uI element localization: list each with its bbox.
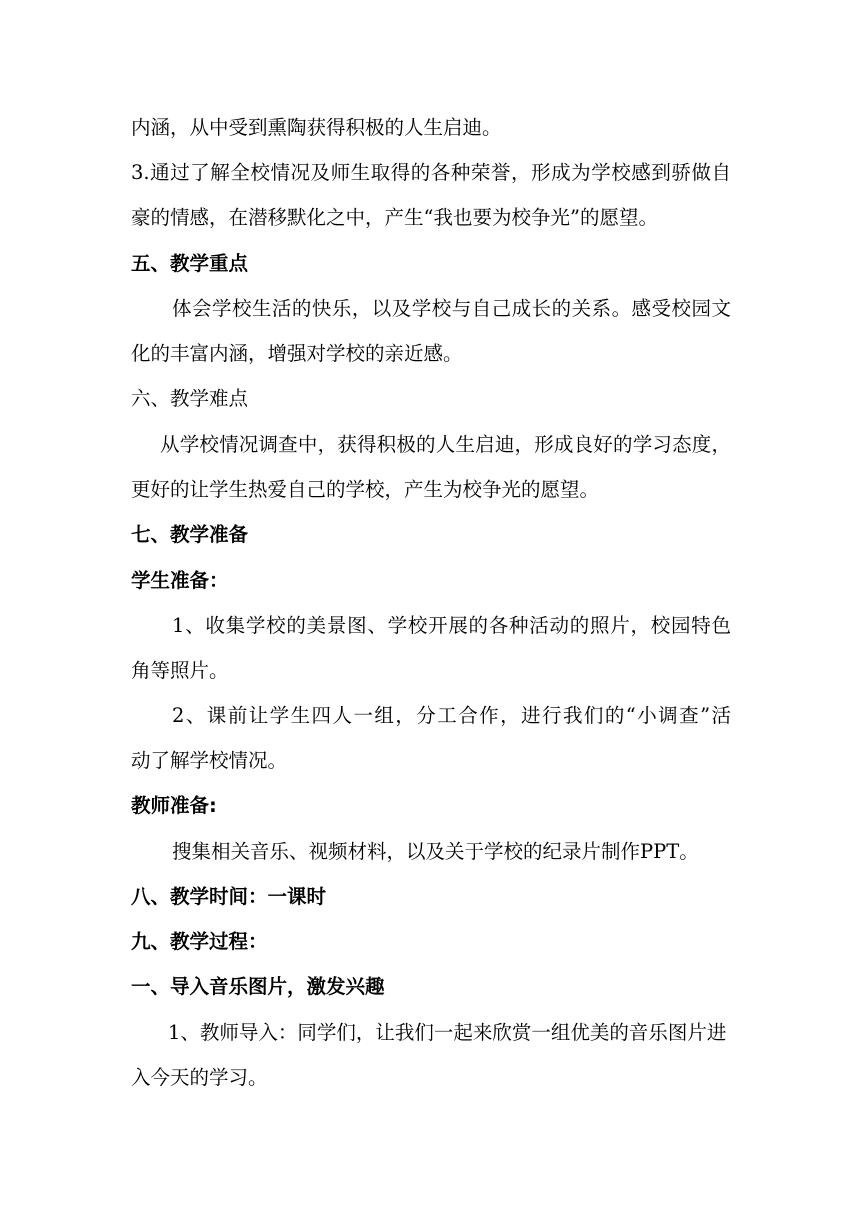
body-text-line: 化的丰富内涵，增强对学校的亲近感。 bbox=[131, 342, 463, 365]
body-text-line: 角等照片。 bbox=[131, 659, 229, 682]
body-text-line: 1、收集学校的美景图、学校开展的各种活动的照片，校园特色 bbox=[172, 614, 731, 637]
body-text-line: 2、课前让学生四人一组，分工合作，进行我们的“小调查”活 bbox=[172, 704, 731, 727]
body-text-line: 从学校情况调查中，获得积极的人生启迪，形成良好的学习态度， bbox=[160, 433, 731, 456]
section-heading: 五、教学重点 bbox=[131, 252, 249, 275]
body-text-line: 入今天的学习。 bbox=[131, 1066, 268, 1089]
section-heading: 六、教学难点 bbox=[131, 387, 249, 410]
body-text-line: 内涵，从中受到熏陶获得积极的人生启迪。 bbox=[131, 116, 502, 139]
body-text-line: 1、教师导入：同学们，让我们一起来欣赏一组优美的音乐图片进 bbox=[168, 1021, 727, 1044]
section-heading: 一、导入音乐图片，激发兴趣 bbox=[131, 975, 385, 998]
subsection-heading: 学生准备： bbox=[131, 569, 229, 592]
section-heading: 七、教学准备 bbox=[131, 523, 249, 546]
body-text-line: 豪的情感，在潜移默化之中，产生“我也要为校争光”的愿望。 bbox=[131, 206, 658, 229]
body-text-line: 体会学校生活的快乐，以及学校与自己成长的关系。感受校园文 bbox=[172, 297, 731, 320]
body-text-line: 3.通过了解全校情况及师生取得的各种荣誉，形成为学校感到骄做自 bbox=[131, 161, 731, 184]
body-text-line: 搜集相关音乐、视频材料，以及关于学校的纪录片制作PPT。 bbox=[172, 840, 699, 863]
section-heading: 九、教学过程： bbox=[131, 930, 268, 953]
subsection-heading: 教师准备: bbox=[131, 794, 217, 817]
body-text-line: 动了解学校情况。 bbox=[131, 749, 288, 772]
section-heading: 八、教学时间：一课时 bbox=[131, 885, 327, 908]
body-text-line: 更好的让学生热爱自己的学校，产生为校争光的愿望。 bbox=[131, 478, 600, 501]
